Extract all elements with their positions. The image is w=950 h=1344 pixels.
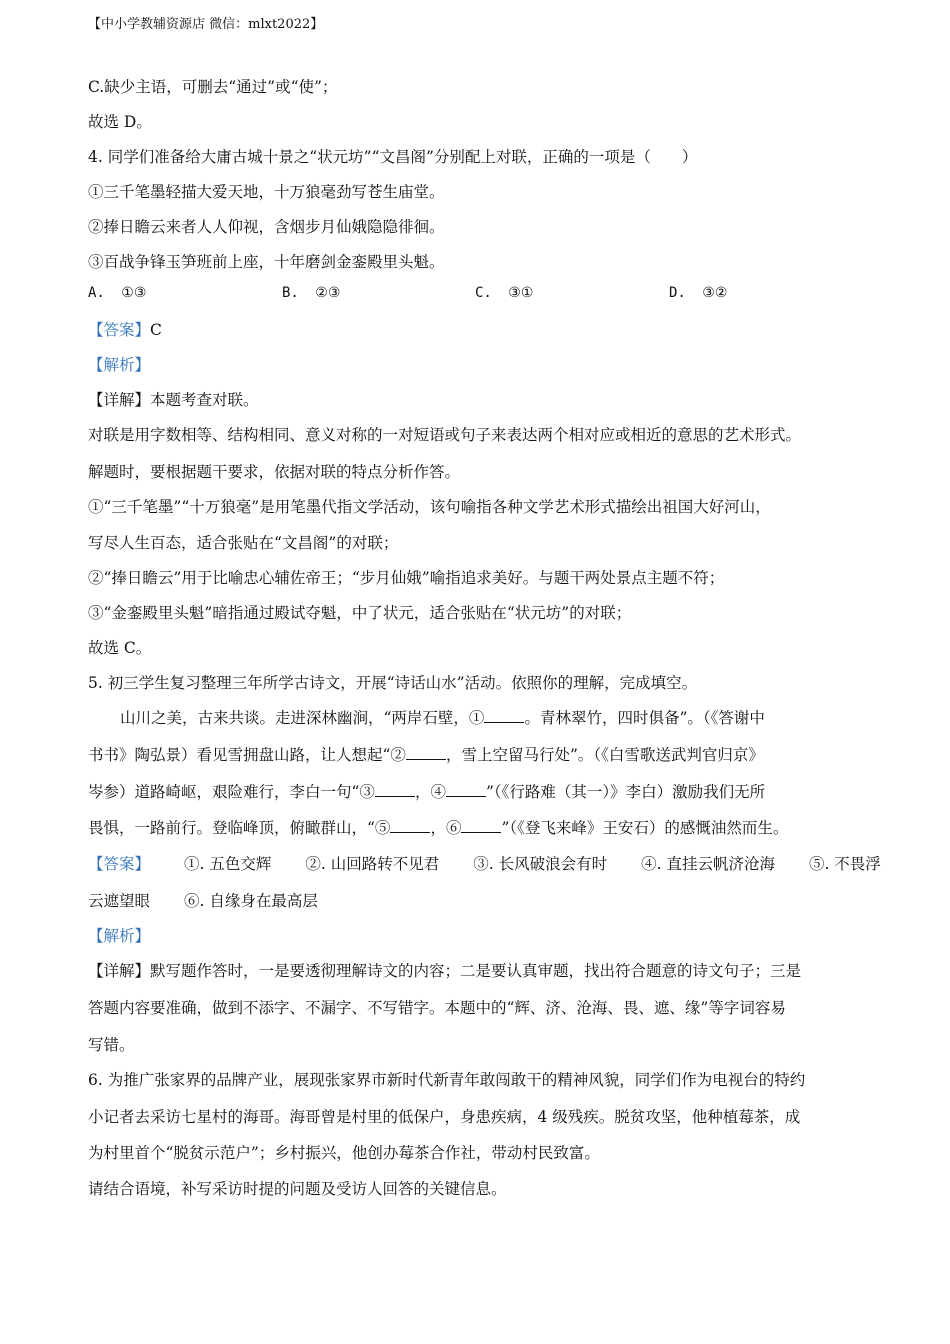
- q5-answer-continued: [88, 891, 318, 911]
- q5-passage-line-4: [88, 818, 788, 838]
- q4-analysis-line-6: ③“金銮殿里头魁”暗指通过殿试夺魁，中了状元，适合张贴在“状元坊”的对联；: [88, 604, 632, 622]
- detail-tag: 【详解】: [88, 962, 151, 980]
- q5-stem: 5. 初三学生复习整理三年所学古诗文，开展“诗话山水”活动。依照你的理解，完成填空。: [88, 674, 698, 692]
- q5-answer: [88, 854, 881, 874]
- passage-text: 书书》陶弘景）看见雪拥盘山路，让人想起“②: [88, 746, 406, 764]
- detail-text: 默写题作答时，一是要透彻理解诗文的内容；二是要认真审题，找出符合题意的诗文句子；三是: [150, 962, 802, 980]
- fill-blank-2[interactable]: [406, 745, 446, 760]
- option-label: C.: [475, 285, 492, 301]
- q6-line-1: 6. 为推广张家界的品牌产业，展现张家界市新时代新青年敢闯敢干的精神风貌，同学们作为电视台的特约: [88, 1071, 806, 1089]
- q3-conclusion: 故选 D。: [88, 113, 152, 131]
- answer-item-5-wrap: 云遮望眼: [88, 892, 151, 910]
- q4-option-b: [282, 285, 340, 301]
- answer-tag: 【答案】: [88, 321, 151, 339]
- answer-item-2: ②. 山回路转不见君: [305, 855, 440, 873]
- page-header: 【中小学教辅资源店 微信：mlxt2022】: [88, 17, 324, 32]
- passage-text: ，雪上空留马行处”。（《白雪歌送武判官归京》: [445, 746, 764, 764]
- option-label: D.: [669, 285, 686, 301]
- option-value: ①③: [121, 285, 147, 301]
- fill-blank-3[interactable]: [375, 782, 415, 797]
- q6-line-2: 小记者去采访七星村的海哥。海哥曾是村里的低保户，身患疾病，4 级残疾。脱贫攻坚，他种植莓茶，成: [88, 1108, 801, 1126]
- q5-passage-line-1: [120, 708, 765, 728]
- passage-text: ，④: [414, 783, 446, 801]
- q4-couplet-1: ①三千笔墨轻描大爱天地，十万狼毫劲写苍生庙堂。: [88, 183, 445, 201]
- q5-passage-line-3: [88, 782, 765, 802]
- detail-intro: 本题考查对联。: [150, 391, 259, 409]
- q4-option-d: [669, 285, 727, 301]
- answer-item-6: ⑥. 自缘身在最高层: [184, 892, 318, 910]
- q4-couplet-2: ②捧日瞻云来者人人仰视，含烟步月仙娥隐隐徘徊。: [88, 218, 445, 236]
- fill-blank-1[interactable]: [484, 708, 524, 723]
- passage-text: 岑参）道路崎岖，艰险难行，李白一句“③: [88, 783, 375, 801]
- answer-tag: 【答案】: [88, 855, 151, 873]
- q4-analysis-line-5: ②“捧日瞻云”用于比喻忠心辅佐帝王；“步月仙娥”喻指追求美好。与题干两处景点主题不符；: [88, 569, 725, 587]
- option-value: ③①: [508, 285, 534, 301]
- answer-item-3: ③. 长风破浪会有时: [473, 855, 608, 873]
- option-label: A.: [88, 285, 105, 301]
- q4-analysis-line-2: 解题时，要根据题干要求，依据对联的特点分析作答。: [88, 463, 461, 481]
- q6-line-3: 为村里首个“脱贫示范户”；乡村振兴，他创办莓茶合作社，带动村民致富。: [88, 1144, 600, 1162]
- q4-analysis-line-4: 写尽人生百态，适合张贴在“文昌阁”的对联；: [88, 534, 399, 552]
- q4-analysis-line-3: ①“三千笔墨”“十万狼毫”是用笔墨代指文学活动，该句喻指各种文学艺术形式描绘出祖国大好河山，: [88, 498, 771, 516]
- q5-detail-line-1: [88, 961, 801, 981]
- passage-text: 畏惧，一路前行。登临峰顶，俯瞰群山，“⑤: [88, 819, 391, 837]
- passage-text: ”（《登飞来峰》王安石）的感慨油然而生。: [501, 819, 789, 837]
- passage-text: 。青林翠竹，四时俱备”。（《答谢中: [524, 709, 765, 727]
- option-label: B.: [282, 285, 299, 301]
- q4-analysis-tag: 【解析】: [88, 356, 151, 374]
- detail-tag: 【详解】: [88, 391, 151, 409]
- q4-answer: [88, 320, 162, 340]
- q6-line-4: 请结合语境，补写采访时提的问题及受访人回答的关键信息。: [88, 1180, 507, 1198]
- passage-text: 山川之美，古来共谈。走进深林幽涧，“两岸石壁，①: [120, 709, 485, 727]
- q5-passage-line-2: [88, 745, 764, 765]
- answer-value: C: [150, 321, 162, 339]
- q4-option-c: [475, 285, 533, 301]
- q5-detail-line-2: 答题内容要准确，做到不添字、不漏字、不写错字。本题中的“辉、济、沧海、畏、遮、缘”等字词容易: [88, 999, 786, 1017]
- q4-couplet-3: ③百战争锋玉笋班前上座，十年磨剑金銮殿里头魁。: [88, 253, 445, 271]
- q5-detail-line-3: 写错。: [88, 1036, 135, 1054]
- option-value: ②③: [315, 285, 341, 301]
- fill-blank-6[interactable]: [461, 818, 501, 833]
- answer-item-5: ⑤. 不畏浮: [808, 855, 881, 873]
- passage-text: ，⑥: [430, 819, 462, 837]
- fill-blank-5[interactable]: [390, 818, 430, 833]
- q3-option-c-explanation: C.缺少主语，可删去“通过”或“使”；: [88, 78, 338, 96]
- option-value: ③②: [702, 285, 728, 301]
- passage-text: ”（《行路难（其一）》李白）激励我们无所: [485, 783, 766, 801]
- answer-item-1: ①. 五色交辉: [184, 855, 272, 873]
- q4-detail: [88, 390, 259, 410]
- q4-conclusion: 故选 C。: [88, 639, 152, 657]
- q5-analysis-tag: 【解析】: [88, 927, 151, 945]
- fill-blank-4[interactable]: [446, 782, 486, 797]
- q4-analysis-line-1: 对联是用字数相等、结构相同、意义对称的一对短语或句子来表达两个相对应或相近的意思的艺术形式。: [88, 426, 802, 444]
- answer-item-4: ④. 直挂云帆济沧海: [641, 855, 775, 873]
- q4-stem: 4. 同学们准备给大庸古城十景之“状元坊”“文昌阁”分别配上对联，正确的一项是（ ）: [88, 148, 698, 166]
- q4-option-a: [88, 285, 146, 301]
